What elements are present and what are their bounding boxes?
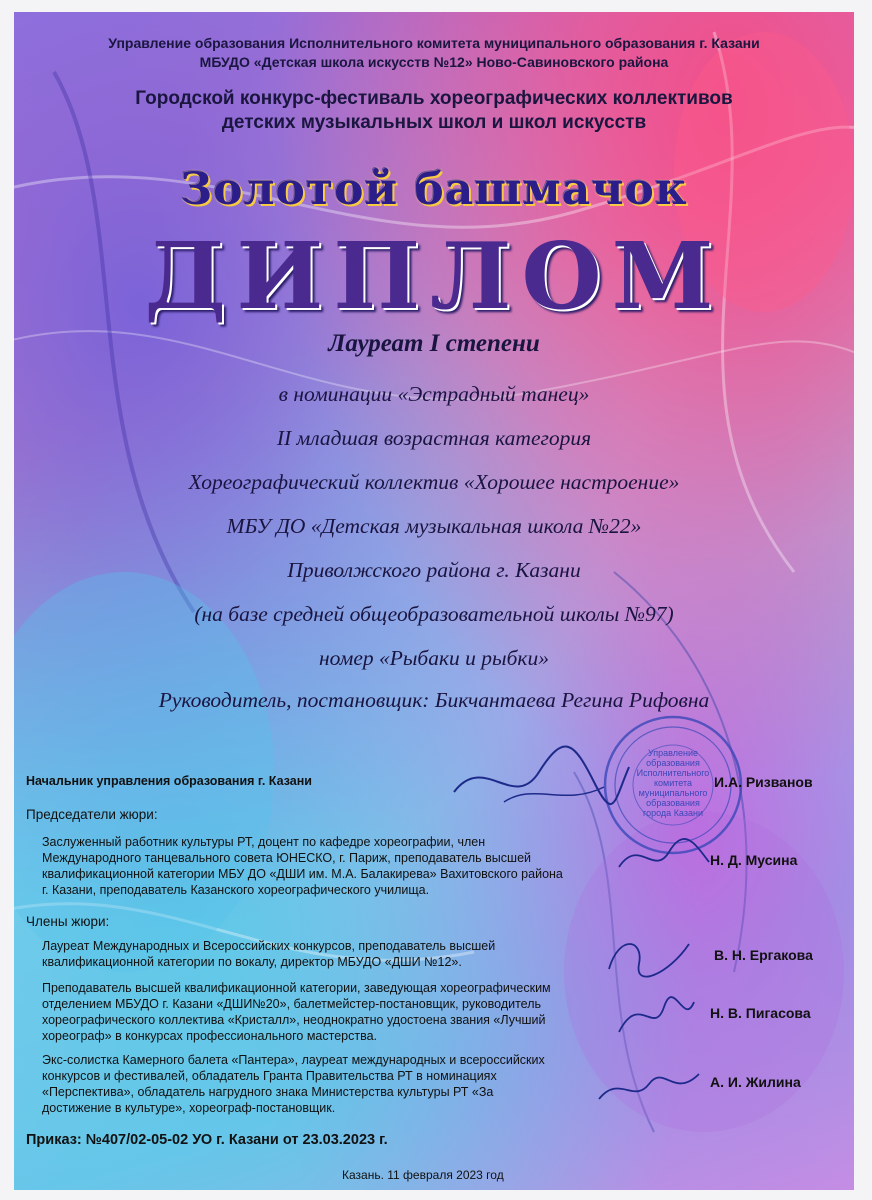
- jury-chair-heading: Председатели жюри:: [26, 807, 158, 822]
- stamp-line: города Казани: [643, 808, 703, 818]
- contest-line-2: детских музыкальных школ и школ искусств: [221, 112, 647, 133]
- district: Приволжского района г. Казани: [287, 558, 581, 582]
- header-line-2: МБУДО «Детская школа искусств №12» Ново-Савиновского района: [199, 54, 669, 70]
- jury-member-1-name: В. Н. Ергакова: [714, 947, 813, 963]
- school-name: МБУ ДО «Детская музыкальная школа №22»: [226, 514, 642, 538]
- diploma-sheet: [14, 12, 854, 1190]
- festival-name: Золотой башмачок: [180, 164, 688, 215]
- jury-member-2-name: Н. В. Пигасова: [710, 1005, 811, 1021]
- stamp-line: муниципального: [638, 788, 708, 798]
- age-category: II младшая возрастная категория: [276, 426, 592, 450]
- stamp-line: Управление: [647, 748, 699, 758]
- jury-chair-name: Н. Д. Мусина: [710, 852, 798, 868]
- stamp-line: образования: [646, 758, 700, 768]
- jury-member-2-description: Преподаватель высшей квалификационной категории, заведующая хореографическим отделением МБУДО г. Казани «ДШИ№20», балетмейстер-постановщик, руководитель хореографического коллектива «Кристалл», неоднократно удостоена звания «Лучший хореограф» в конкурсах профессионального мастерства.: [42, 981, 551, 1043]
- base-school: (на базе средней общеобразовательной школы №97): [194, 602, 674, 626]
- jury-chair-description: Заслуженный работник культуры РТ, доцент по кафедре хореографии, член Международного танцевального совета ЮНЕСКО, г. Париж, преподаватель высшей квалификационной категории МБУ ДО «ДШИ им. М.А. Балакирева» Вахитовского района г. Казани, преподаватель Казанского хореографического училища.: [42, 835, 563, 897]
- jury-member-3-description: Экс-солистка Камерного балета «Пантера», лауреат международных и всероссийских конкурсов и фестивалей, обладатель Гранта Правительства РТ в номинациях «Перспектива», обладатель нагрудного знака Министерства культуры РТ «За достижение в культуре», хореограф-постановщик.: [42, 1053, 545, 1115]
- stamp-line: образования: [646, 798, 700, 808]
- jury-member-1-description: Лауреат Международных и Всероссийских конкурсов, преподаватель высшей квалификационной категории по вокалу, директор МБУДО «ДШИ №12».: [42, 939, 496, 969]
- header-line-1: Управление образования Исполнительного комитета муниципального образования г. Казани: [108, 35, 760, 51]
- signature-pigasova: [609, 987, 699, 1047]
- date-line: Казань. 11 февраля 2023 год: [342, 1168, 504, 1182]
- collective-name: Хореографический коллектив «Хорошее настроение»: [188, 470, 680, 494]
- signature-rizvanov: [444, 732, 634, 822]
- jury-member-3-name: А. И. Жилина: [710, 1074, 801, 1090]
- order-reference: Приказ: №407/02-05-02 УО г. Казани от 23.03.2023 г.: [26, 1132, 388, 1148]
- document-title: ДИПЛОМ: [144, 222, 724, 330]
- nomination: в номинации «Эстрадный танец»: [278, 382, 590, 406]
- signature-musina: [614, 827, 714, 887]
- stamp-line: Исполнительного: [636, 768, 710, 778]
- jury-members-heading: Члены жюри:: [26, 914, 110, 929]
- signature-ergakova: [599, 924, 699, 984]
- signature-zhilina: [594, 1064, 704, 1114]
- award-title: Лауреат I степени: [328, 330, 540, 357]
- head-name: И.А. Ризванов: [714, 774, 813, 790]
- contest-line-1: Городской конкурс-фестиваль хореографических коллективов: [135, 88, 733, 109]
- stamp-line: комитета: [653, 778, 693, 788]
- director: Руководитель, постановщик: Бикчантаева Регина Рифовна: [158, 688, 710, 712]
- head-title: Начальник управления образования г. Казани: [26, 774, 312, 788]
- performance-name: номер «Рыбаки и рыбки»: [319, 646, 549, 670]
